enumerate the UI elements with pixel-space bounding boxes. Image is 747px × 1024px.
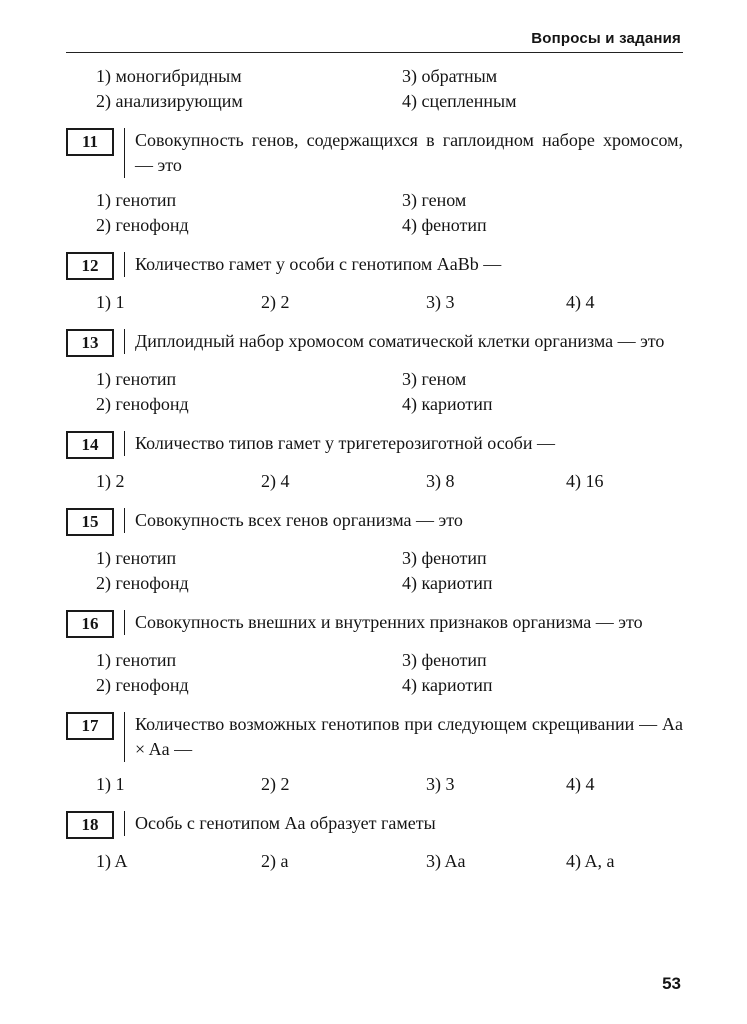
running-header: Вопросы и задания (531, 30, 681, 47)
answer-options (66, 546, 683, 596)
page-number: 53 (662, 974, 681, 993)
answer-options (66, 469, 683, 494)
question-18 (66, 811, 683, 839)
question-12 (66, 252, 683, 280)
option: 1) 1 (96, 292, 125, 312)
option: 1) генотип (96, 369, 177, 389)
option: 2) генофонд (96, 573, 189, 593)
question-number: 14 (66, 431, 114, 459)
option: 2) генофонд (96, 394, 189, 414)
answer-options (66, 849, 683, 874)
question-text: Диплоидный набор хромосом соматической клетки организма — это (124, 329, 683, 354)
question-number: 12 (66, 252, 114, 280)
option: 4) 16 (566, 471, 604, 491)
header-divider (66, 52, 683, 53)
option: 3) фенотип (402, 650, 487, 670)
question-text: Совокупность генов, содержащихся в гаплоидном наборе хромосом, — это (124, 128, 683, 178)
option: 4) 4 (566, 774, 595, 794)
answer-options (66, 290, 683, 315)
option: 4) фенотип (402, 215, 487, 235)
question-13 (66, 329, 683, 357)
question-number: 17 (66, 712, 114, 740)
option: 2) генофонд (96, 215, 189, 235)
option: 2) a (261, 851, 289, 871)
option: 3) 8 (426, 471, 455, 491)
option: 1) генотип (96, 650, 177, 670)
question-number: 11 (66, 128, 114, 156)
option: 4) сцепленным (402, 91, 517, 111)
option: 1) 1 (96, 774, 125, 794)
option: 3) обратным (402, 66, 498, 86)
question-number: 13 (66, 329, 114, 357)
prev-question-options (66, 64, 683, 114)
question-text: Количество возможных генотипов при следующем скрещивании — Aa × Aa — (124, 712, 683, 762)
question-16 (66, 610, 683, 638)
option: 4) 4 (566, 292, 595, 312)
option: 1) моногибридным (96, 66, 242, 86)
question-text: Совокупность внешних и внутренних признаков организма — это (124, 610, 683, 635)
option: 2) генофонд (96, 675, 189, 695)
option: 2) 4 (261, 471, 290, 491)
option: 3) 3 (426, 292, 455, 312)
page-content (66, 64, 683, 874)
option: 4) кариотип (402, 394, 493, 414)
question-17 (66, 712, 683, 762)
question-14 (66, 431, 683, 459)
question-number: 18 (66, 811, 114, 839)
option: 1) 2 (96, 471, 125, 491)
option: 4) A, a (566, 851, 615, 871)
answer-options (66, 648, 683, 698)
option: 4) кариотип (402, 573, 493, 593)
option: 1) генотип (96, 548, 177, 568)
question-text: Совокупность всех генов организма — это (124, 508, 683, 533)
option: 4) кариотип (402, 675, 493, 695)
option: 2) 2 (261, 292, 290, 312)
question-text: Количество гамет у особи с генотипом AaBb — (124, 252, 683, 277)
answer-options (66, 367, 683, 417)
option: 1) генотип (96, 190, 177, 210)
question-text: Особь с генотипом Aa образует гаметы (124, 811, 683, 836)
question-15 (66, 508, 683, 536)
option: 3) фенотип (402, 548, 487, 568)
option: 2) анализирующим (96, 91, 243, 111)
option: 3) геном (402, 369, 467, 389)
question-number: 15 (66, 508, 114, 536)
question-text: Количество типов гамет у тригетерозиготной особи — (124, 431, 683, 456)
option: 2) 2 (261, 774, 290, 794)
question-11 (66, 128, 683, 178)
option: 1) A (96, 851, 128, 871)
option: 3) Aa (426, 851, 466, 871)
option: 3) 3 (426, 774, 455, 794)
option: 3) геном (402, 190, 467, 210)
question-number: 16 (66, 610, 114, 638)
answer-options (66, 772, 683, 797)
answer-options (66, 188, 683, 238)
